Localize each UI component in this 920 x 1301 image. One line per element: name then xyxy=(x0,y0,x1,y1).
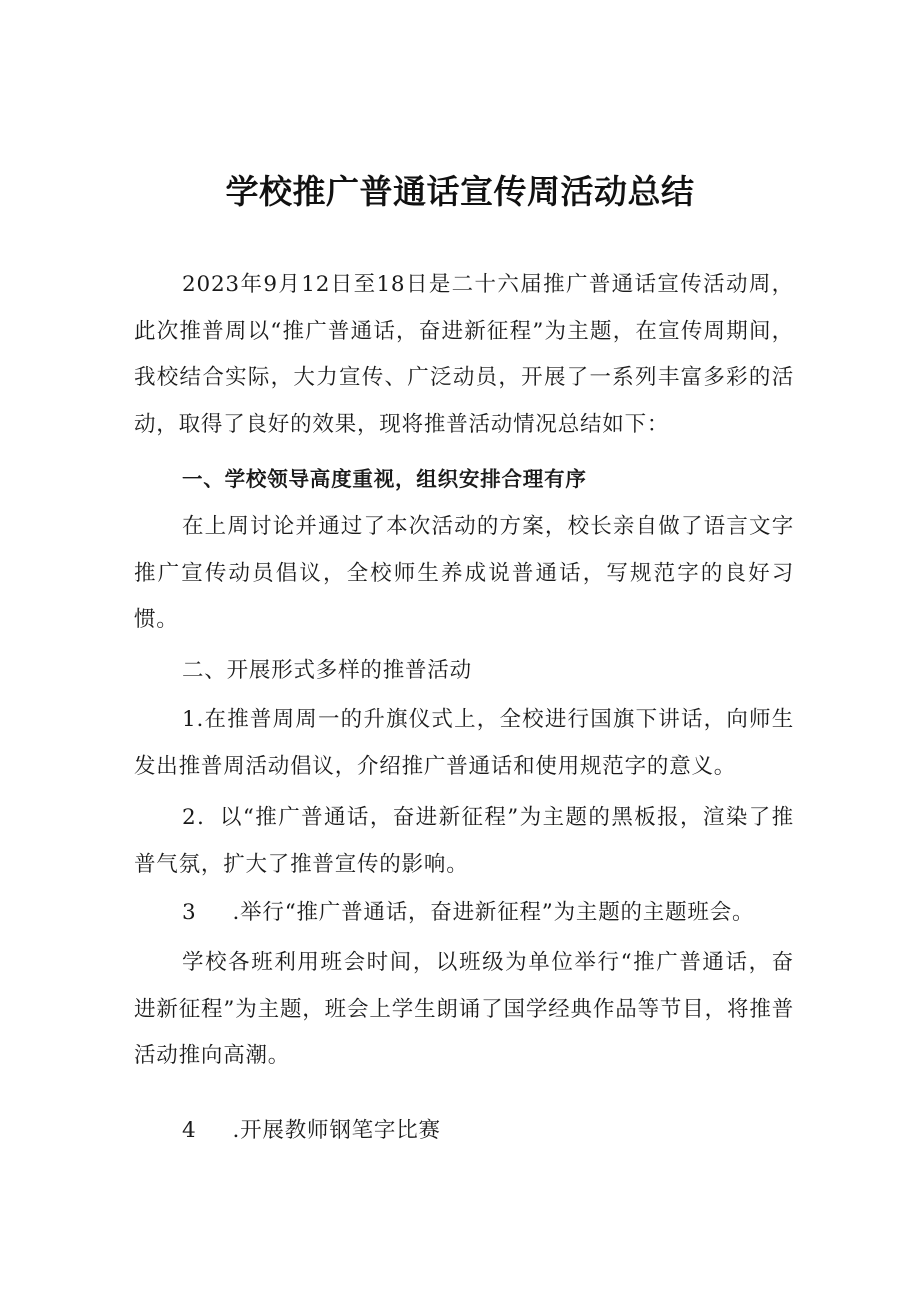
item2-paragraph: 2．以“推广普通话，奋进新征程”为主题的黑板报，渲染了推普气氛，扩大了推普宣传的影响。 xyxy=(134,805,794,877)
item4-heading xyxy=(182,1108,441,1154)
item3-text: .举行“推广普通话，奋进新征程”为主题的主题班会。 xyxy=(232,900,755,925)
item3-heading xyxy=(182,890,754,936)
intro-paragraph: 2023年9月12日至18日是二十六届推广普通话宣传活动周，此次推普周以“推广普通话，奋进新征程”为主题，在宣传周期间，我校结合实际，大力宣传、广泛动员，开展了一系列丰富多彩的活动，取得了良好的效果，现将推普活动情况总结如下： xyxy=(134,272,794,437)
item4-text: .开展教师钢笔字比赛 xyxy=(232,1118,441,1143)
item3-body: 学校各班利用班会时间，以班级为单位举行“推广普通话，奋进新征程”为主题，班会上学生朗诵了国学经典作品等节目，将推普活动推向高潮。 xyxy=(134,950,794,1068)
section1-body: 在上周讨论并通过了本次活动的方案，校长亲自做了语言文字推广宣传动员倡议，全校师生养成说普通话，写规范字的良好习惯。 xyxy=(134,514,794,632)
section1-heading: 一、学校领导高度重视，组织安排合理有序 xyxy=(182,467,587,491)
item4-number: 4 xyxy=(182,1118,197,1143)
section2-heading: 二、开展形式多样的推普活动 xyxy=(182,658,472,683)
document-title: 学校推广普通话宣传周活动总结 xyxy=(225,172,695,211)
item1-paragraph: 1.在推普周周一的升旗仪式上，全校进行国旗下讲话，向师生发出推普周活动倡议，介绍推广普通话和使用规范字的意义。 xyxy=(134,707,794,779)
item3-number: 3 xyxy=(182,900,197,925)
